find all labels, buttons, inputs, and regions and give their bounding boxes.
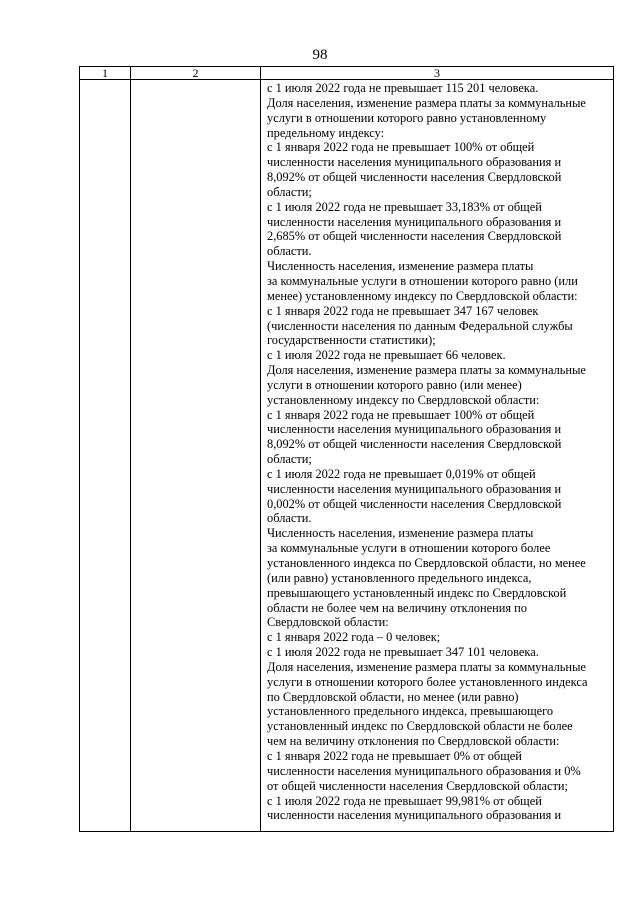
column-2-cell (131, 80, 261, 832)
text-line: Свердловской области: (267, 615, 389, 630)
text-line: с 1 июля 2022 года не превышает 115 201 человека. (267, 81, 539, 95)
text-line: 0,002% от общей численности населения Свердловской (267, 496, 562, 511)
text-line: установленного индекса по Свердловской области, но менее (267, 556, 586, 570)
text-line: области; (267, 184, 312, 199)
text-line: с 1 января 2022 года не превышает 0% от общей (267, 748, 522, 763)
text-line: услуги в отношении которого более установленного индекса (267, 674, 588, 689)
page-number: 98 (312, 47, 328, 63)
text-line: услуги в отношении которого равно (или менее) (267, 377, 522, 392)
table-header-row (80, 67, 614, 80)
text-line: по Свердловской области, но менее (или равно) (267, 689, 519, 704)
text-line: установленного предельного индекса, превышающего (267, 704, 554, 719)
text-line: области. (267, 511, 312, 526)
text-line: государственности статистики); (267, 333, 436, 348)
text-line: 8,092% от общей численности населения Свердловской (267, 170, 562, 185)
text-line: с 1 июля 2022 года не превышает 0,019% от общей (267, 466, 536, 481)
column-header-2: 2 (131, 67, 261, 80)
column-1-cell (80, 80, 131, 832)
text-line: 8,092% от общей численности населения Свердловской (267, 437, 562, 452)
column-3-cell (261, 80, 614, 832)
text-line: области не более чем на величину отклонения по (267, 600, 527, 615)
text-line: Численность населения, изменение размера платы (267, 259, 534, 274)
text-line: с 1 июля 2022 года не превышает 347 101 человека. (267, 645, 539, 660)
text-line: Численность населения, изменение размера платы (267, 526, 534, 541)
text-line: области. (267, 244, 312, 259)
text-line: от общей численности населения Свердловской области; (267, 778, 568, 793)
text-line: (численности населения по данным Федеральной службы (267, 318, 573, 333)
text-line: численности населения муниципального образования и (267, 808, 562, 823)
document-table (79, 66, 614, 832)
text-line: области; (267, 452, 312, 467)
text-line: с 1 января 2022 года не превышает 100% от общей (267, 140, 535, 155)
table-row (80, 80, 614, 832)
text-line: с 1 июля 2022 года не превышает 66 человек. (267, 348, 506, 363)
column-header-3: 3 (261, 67, 614, 80)
text-line: 2,685% от общей численности населения Свердловской (267, 229, 562, 244)
text-line: Доля населения, изменение размера платы за коммунальные (267, 659, 586, 674)
text-line: за коммунальные услуги в отношении которого более (267, 541, 551, 556)
text-line: предельному индексу: (267, 125, 385, 140)
text-line: численности населения муниципального образования и 0% (267, 763, 581, 778)
text-line: (или равно) установленного предельного индекса, (267, 570, 532, 585)
text-line: численности населения муниципального образования и (267, 214, 562, 229)
text-line: с 1 января 2022 года не превышает 347 167 человек (267, 303, 539, 318)
text-line: численности населения муниципального образования и (267, 155, 562, 170)
text-line: услуги в отношении которого равно установленному (267, 110, 547, 125)
text-line: за коммунальные услуги в отношении которого равно (или (267, 273, 578, 288)
column-3-text (267, 81, 609, 823)
column-header-1: 1 (80, 67, 131, 80)
text-line: с 1 января 2022 года не превышает 100% от общей (267, 407, 535, 422)
text-line: установленному индексу по Свердловской области: (267, 392, 540, 407)
text-line: Доля населения, изменение размера платы за коммунальные (267, 95, 586, 110)
text-line: установленный индекс по Свердловской области не более (267, 719, 573, 734)
text-line: с 1 июля 2022 года не превышает 33,183% от общей (267, 199, 542, 214)
text-line: с 1 января 2022 года – 0 человек; (267, 630, 441, 645)
text-line: менее) установленному индексу по Свердловской области: (267, 288, 578, 303)
text-line: с 1 июля 2022 года не превышает 99,981% от общей (267, 793, 542, 808)
text-line: численности населения муниципального образования и (267, 481, 562, 496)
text-line: численности населения муниципального образования и (267, 422, 562, 437)
text-line: чем на величину отклонения по Свердловской области: (267, 734, 560, 749)
text-line: Доля населения, изменение размера платы за коммунальные (267, 363, 586, 378)
text-line: превышающего установленный индекс по Свердловской (267, 585, 567, 600)
